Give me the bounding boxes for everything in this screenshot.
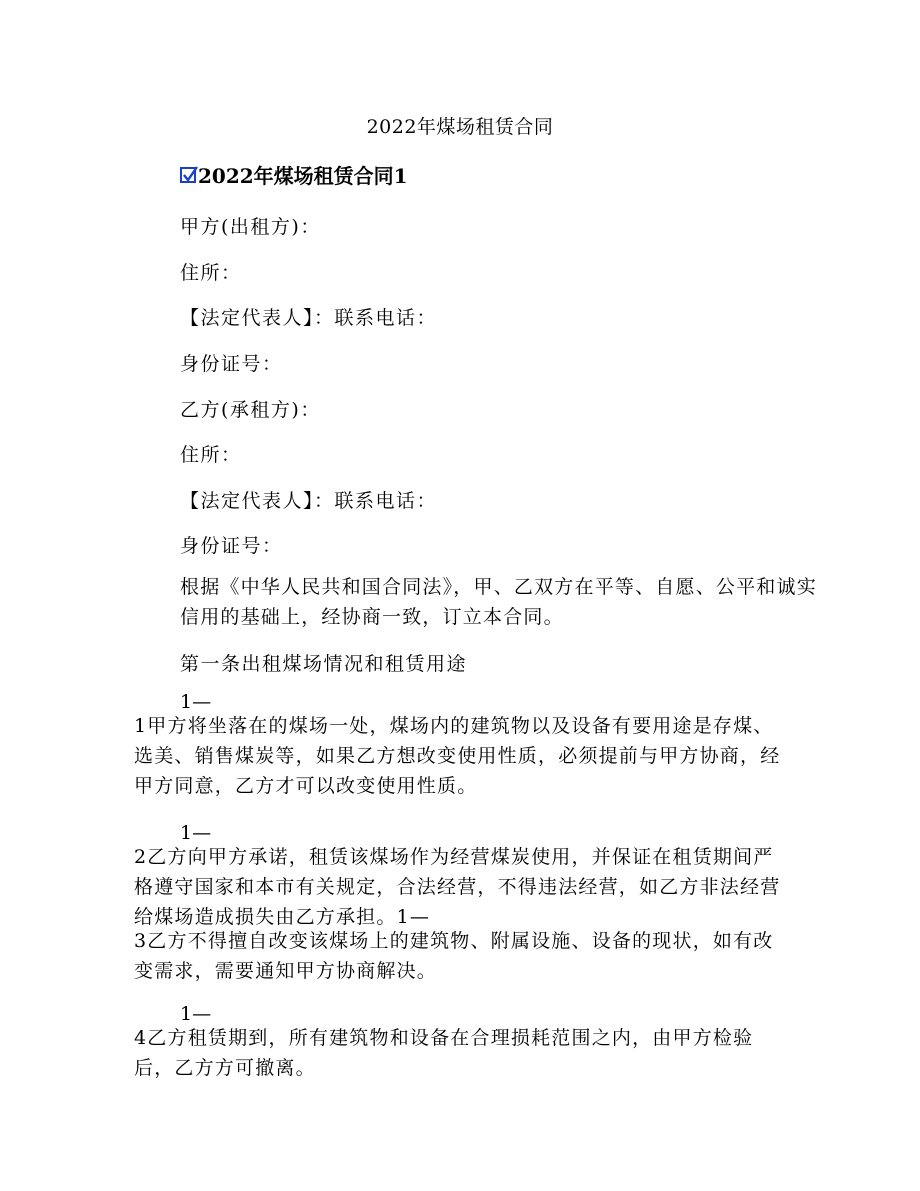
document-title: 2022年煤场租赁合同 [366,116,554,138]
section-heading [180,160,408,189]
item-2-text: 2乙方向甲方承诺，租赁该煤场作为经营煤炭使用，并保证在租赁期间严格遵守国家和本市有关规定，合法经营，不得违法经营，如乙方非法经营给煤场造成损失由乙方承担。1— [134,846,781,928]
party-b-id-number: 身份证号： [180,535,283,557]
party-a-address: 住所： [180,262,242,284]
party-a-representative: 【法定代表人】：联系电话： [180,307,438,329]
item-1-number: 1— [180,691,212,713]
party-a-id-number: 身份证号： [180,353,283,375]
checkbox-icon [180,167,196,183]
item-1-text: 1甲方将坐落在的煤场一处，煤场内的建筑物以及设备有要用途是存煤、选美、销售煤炭等，如果乙方想改变使用性质，必须提前与甲方协商，经甲方同意，乙方才可以改变使用性质。 [134,715,781,797]
item-4-text: 4乙方租赁期到，所有建筑物和设备在合理损耗范围之内，由甲方检验后，乙方方可撤离。 [134,1027,754,1079]
intro-paragraph: 根据《中华人民共和国合同法》，甲、乙双方在平等、自愿、公平和诚实信用的基础上，经协商一致，订立本合同。 [180,576,817,628]
party-b-representative: 【法定代表人】：联系电话： [180,490,438,512]
section-heading-text: 2022年煤场租赁合同1 [198,164,408,188]
party-b-address: 住所： [180,444,242,466]
item-2-number: 1— [180,822,212,844]
item-3-text: 3乙方不得擅自改变该煤场上的建筑物、附属设施、设备的现状，如有改变需求，需要通知甲方协商解决。 [134,930,774,982]
item-4-number: 1— [180,1003,212,1025]
article-1-title: 第一条出租煤场情况和租赁用途 [180,653,468,675]
party-a-label: 甲方(出租方)： [180,216,321,238]
party-b-label: 乙方(承租方)： [180,399,321,421]
